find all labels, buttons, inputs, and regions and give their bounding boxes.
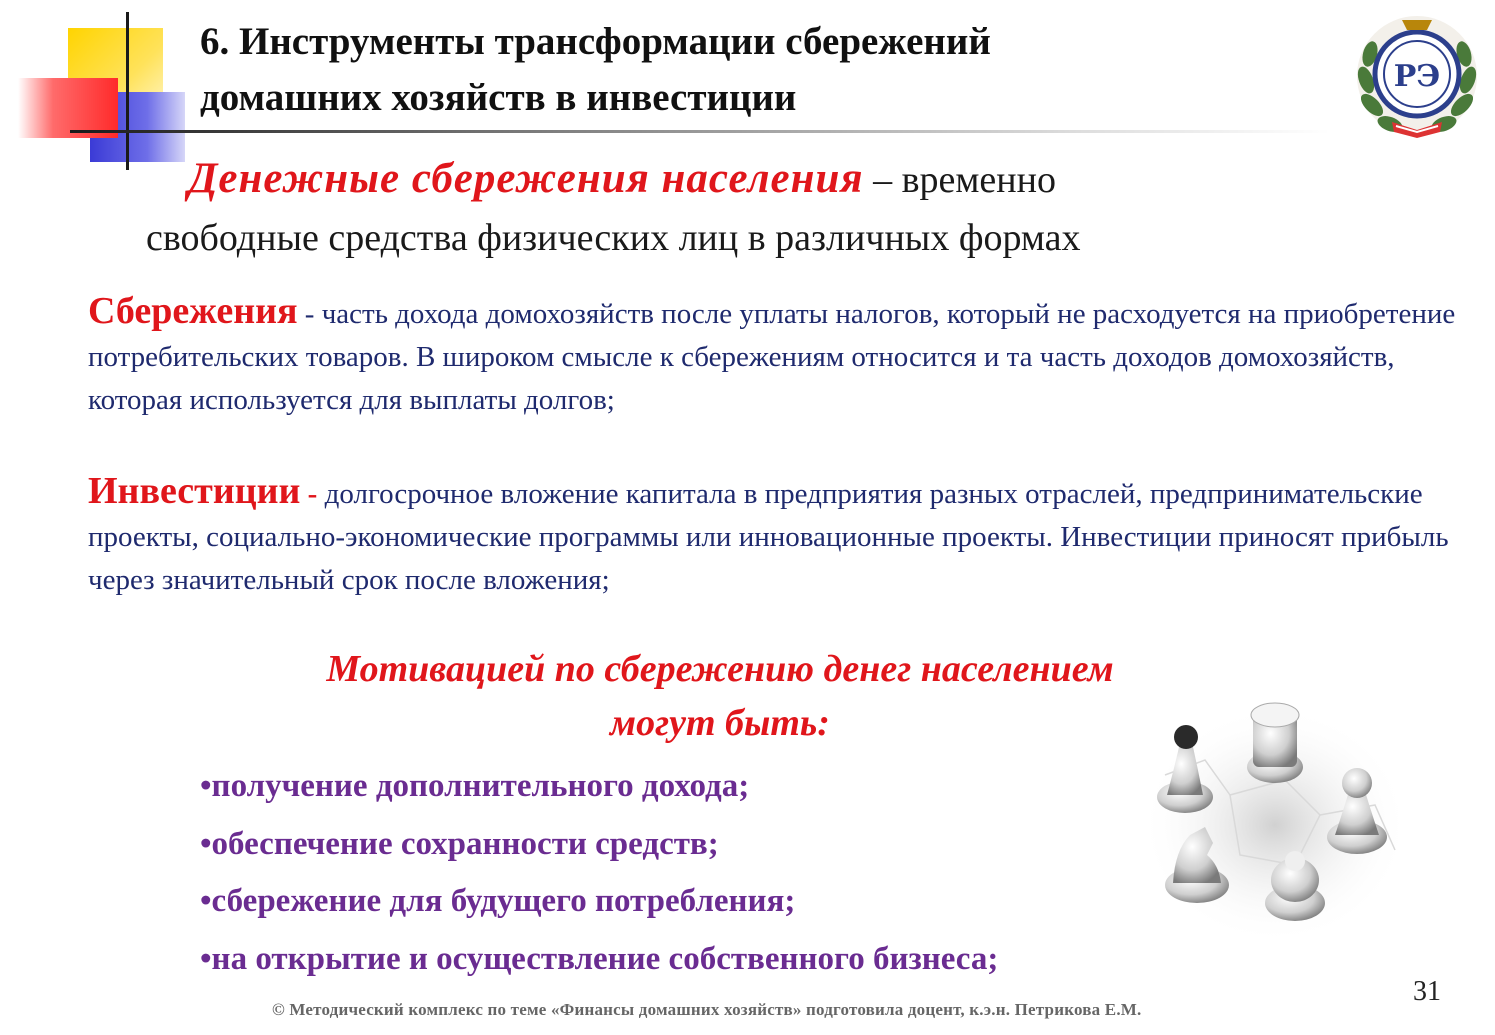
savings-definition (146, 150, 1346, 267)
chess-rook (1247, 703, 1303, 783)
motivation-line-1: Мотивацией по сбережению денег населением (326, 648, 1114, 690)
definition-term: Денежные сбережения населения (188, 155, 864, 202)
list-item: •сбережение для будущего потребления; (200, 883, 796, 919)
corner-red-square (18, 78, 118, 138)
definition-line-2: свободные средства физических лиц в различных формах (146, 217, 1081, 259)
svg-text:РЭ: РЭ (1393, 59, 1441, 94)
savings-paragraph (88, 290, 1488, 422)
savings-text: - часть дохода домохозяйств после уплаты налогов, который не расходуется на приобретение потребительских товаров. В широком смысле к сбережениям относится и та часть доходов домохозяйств, которая используется для выплаты долгов; (88, 298, 1456, 416)
title-line-2: домашних хозяйств в инвестиции (200, 76, 797, 119)
list-item: •получение дополнительного дохода; (200, 768, 750, 804)
investments-term: Инвестиции (88, 470, 301, 512)
investments-paragraph (88, 470, 1488, 602)
slide-title (200, 14, 991, 126)
footer-copyright: © Методический комплекс по теме «Финансы домашних хозяйств» подготовила доцент, к.э.н. Петрикова Е.М. (272, 1000, 1142, 1019)
investments-dash: - (300, 478, 318, 510)
investments-text: долгосрочное вложение капитала в предприятия разных отраслей, предпринимательские проекты, социально-экономические программы или инновационные проекты. Инвестиции приносят прибыль через значительный срок после вложения; (88, 478, 1449, 596)
list-item: •на открытие и осуществление собственного бизнеса; (200, 940, 999, 977)
motivation-list (200, 758, 1200, 988)
university-emblem-icon (1352, 10, 1482, 140)
definition-rest: – временно (863, 159, 1056, 201)
title-line-1: 6. Инструменты трансформации сбережений (200, 20, 991, 63)
motivation-heading (200, 642, 1240, 750)
page-number: 31 (1413, 976, 1441, 1007)
chess-pieces-image (1135, 685, 1410, 950)
corner-vertical-line (126, 12, 129, 170)
title-underline (70, 130, 1330, 133)
savings-term: Сбережения (88, 290, 298, 332)
motivation-line-2: могут быть: (610, 702, 830, 744)
list-item: •обеспечение сохранности средств; (200, 825, 719, 862)
